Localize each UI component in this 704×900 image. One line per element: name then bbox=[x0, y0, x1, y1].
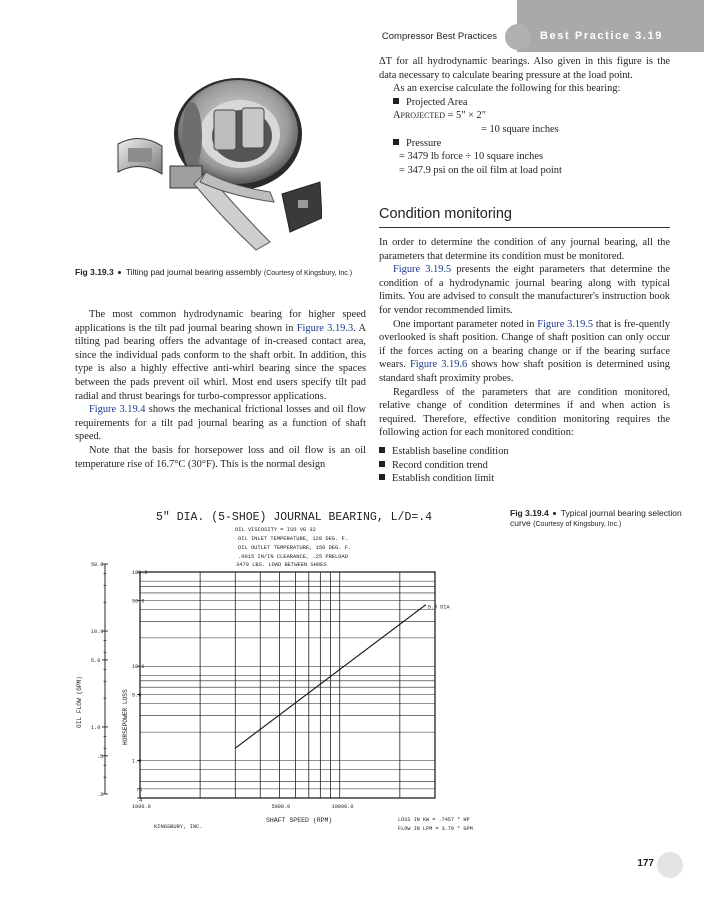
paragraph: As an exercise calculate the following for this bearing: bbox=[393, 83, 621, 95]
page-number: 177 bbox=[637, 858, 654, 869]
chart-note: OIL OUTLET TEMPERATURE, 150 DEG. F. bbox=[238, 545, 352, 551]
square-bullet-icon bbox=[393, 139, 399, 145]
y2-tick-label: 50.0 bbox=[132, 598, 145, 605]
paragraph: One important parameter noted in Figure 3.19.5 that is fre-quently overlooked is shaft position. Change of shaft position can only occur if the forces acting on a bearing change or if the bearing surface wears. Figure 3.19.6 shows how shaft position is determined using standard shaft proximity probes. bbox=[379, 318, 671, 384]
paragraph: In order to determine the condition of any journal bearing, all the parameters that determine its condition must be monitored. bbox=[379, 237, 670, 262]
x-tick-label: 10000.0 bbox=[331, 804, 354, 810]
paragraph: ΔT for all hydrodynamic bearings. Also given in this figure is the data necessary to calculate bearing pressure at the load point. bbox=[379, 56, 670, 81]
formula-line: = 347.9 psi on the oil film at load point bbox=[399, 164, 562, 176]
y2-tick-label: 5.0 bbox=[132, 692, 142, 699]
heading-rule bbox=[379, 227, 670, 228]
list-item: Establish baseline condition bbox=[379, 445, 670, 459]
y1-tick-label: 5.0 bbox=[91, 657, 101, 664]
y2-tick-label: 10.0 bbox=[132, 664, 145, 671]
left-column bbox=[75, 308, 366, 471]
chart-note: OIL VISCOSITY = ISO VG 32 bbox=[235, 527, 316, 533]
figure-link[interactable]: Figure 3.19.5 bbox=[537, 318, 594, 330]
formula-line: = 3479 lb force ÷ 10 square inches bbox=[399, 151, 544, 163]
section-heading: Condition monitoring bbox=[379, 206, 512, 222]
bullet-icon bbox=[553, 512, 556, 515]
chart-title: 5" DIA. (5-SHOE) JOURNAL BEARING, L/D=.4 bbox=[156, 511, 433, 524]
x-tick-label: 5000.0 bbox=[271, 804, 291, 810]
paragraph: Regardless of the parameters that are condition monitored, relative change of condition determines if and when action is required. Therefore, effective condition monitoring requires the following action for each monitored condition: bbox=[379, 386, 670, 439]
figure-link[interactable]: Figure 3.19.4 bbox=[89, 404, 146, 416]
list-item: Establish condition limit bbox=[379, 472, 670, 486]
chart-note: OIL INLET TEMPERATURE, 120 DEG. F. bbox=[238, 536, 348, 542]
conversion-note: LOSS IN KW = .7457 * HP bbox=[398, 817, 470, 823]
list-item: Record condition trend bbox=[379, 459, 670, 473]
series-label: 5.0 DIA bbox=[427, 604, 450, 611]
paragraph: Figure 3.19.5 presents the eight parameters that determine the condition of a hydrodynamic journal bearing along with typical limits. You are advised to consult the manufacturer's instruction book for vendor recommended limits. bbox=[379, 264, 670, 316]
figure-link[interactable]: Figure 3.19.5 bbox=[393, 264, 452, 276]
y1-tick-label: .2 bbox=[97, 792, 104, 798]
paragraph: Note that the basis for horsepower loss and oil flow is an oil temperature rise of 16.7°C (30°F). This is the normal design bbox=[75, 444, 366, 470]
bullet-item: Projected Area bbox=[379, 96, 670, 110]
square-bullet-icon bbox=[393, 98, 399, 104]
y2-tick-label: .5 bbox=[136, 786, 143, 793]
bullet-icon bbox=[118, 271, 121, 274]
right-column-body bbox=[379, 236, 670, 486]
action-list bbox=[379, 445, 670, 486]
formula-result: = 10 square inches bbox=[481, 123, 559, 135]
figure-caption: Fig 3.19.4 Typical journal bearing selection curve (Courtesy of Kingsbury, Inc.) bbox=[510, 508, 682, 528]
header-band bbox=[517, 0, 704, 52]
plot-frame bbox=[140, 572, 435, 798]
right-column-top bbox=[379, 55, 670, 177]
y2-axis-label: HORSEPOWER LOSS bbox=[122, 689, 129, 745]
square-bullet-icon bbox=[379, 461, 385, 467]
bearing-assembly-photo bbox=[110, 62, 322, 254]
chart-ticks bbox=[91, 562, 354, 810]
x-axis-label: SHAFT SPEED (RPM) bbox=[266, 817, 333, 824]
chart-grid bbox=[140, 572, 435, 798]
paragraph: The most common hydrodynamic bearing for higher speed applications is the tilt pad journal bearing shown in Figure 3.19.3. A tilting pad bearing offers the advantage of in-creased contact area, since the individual pads conform to the shaft orbit. In addition, this type is also a highly effective anti-whirl bearing since the spaces between the pads prevent oil whirl. Most end users specify tilt pad radial and thrust bearings for turbo-compressor applications. bbox=[75, 309, 366, 402]
y1-axis-label: OIL FLOW (GPM) bbox=[76, 676, 83, 728]
figure-link[interactable]: Figure 3.19.6 bbox=[409, 359, 468, 371]
square-bullet-icon bbox=[379, 447, 385, 453]
y2-tick-label: 1.0 bbox=[132, 758, 142, 765]
square-bullet-icon bbox=[379, 474, 385, 480]
figure-link[interactable]: Figure 3.19.3 bbox=[296, 322, 354, 334]
bullet-item: Pressure bbox=[379, 137, 670, 151]
y1-tick-label: 10.0 bbox=[91, 629, 104, 636]
y1-tick-label: 50.0 bbox=[91, 562, 104, 568]
running-header: Compressor Best Practices bbox=[381, 31, 497, 42]
figure-caption: Fig 3.19.3 Tilting pad journal bearing assembly (Courtesy of Kingsbury, Inc.) bbox=[75, 267, 353, 277]
header-circle bbox=[505, 24, 531, 50]
y2-tick-label: .4 bbox=[136, 798, 143, 804]
conversion-note: FLOW IN LPM = 3.79 * GPM bbox=[398, 826, 473, 832]
page-circle bbox=[657, 852, 683, 878]
y1-tick-label: .5 bbox=[97, 753, 104, 760]
chart-note: .0015 IN/IN CLEARANCE, .25 PRELOAD bbox=[238, 554, 348, 560]
y1-tick-label: 1.0 bbox=[91, 724, 101, 731]
chart-notes bbox=[235, 527, 351, 568]
x-tick-label: 1000.0 bbox=[132, 804, 151, 810]
chart-note: 3479 LBS. LOAD BETWEEN SHOES bbox=[236, 562, 327, 568]
section-tab: Best Practice 3.19 bbox=[540, 30, 663, 42]
formula-line: APROJECTED = 5" × 2" bbox=[393, 110, 486, 122]
bearing-selection-chart bbox=[60, 500, 500, 840]
paragraph: Figure 3.19.4 shows the mechanical frictional losses and oil flow requirements for a tilt pad journal bearing as a function of shaft speed. bbox=[75, 404, 366, 443]
chart-credit: KINGSBURY, INC. bbox=[154, 824, 203, 830]
y2-tick-label: 100.0 bbox=[132, 570, 148, 576]
chart-series bbox=[235, 605, 450, 749]
